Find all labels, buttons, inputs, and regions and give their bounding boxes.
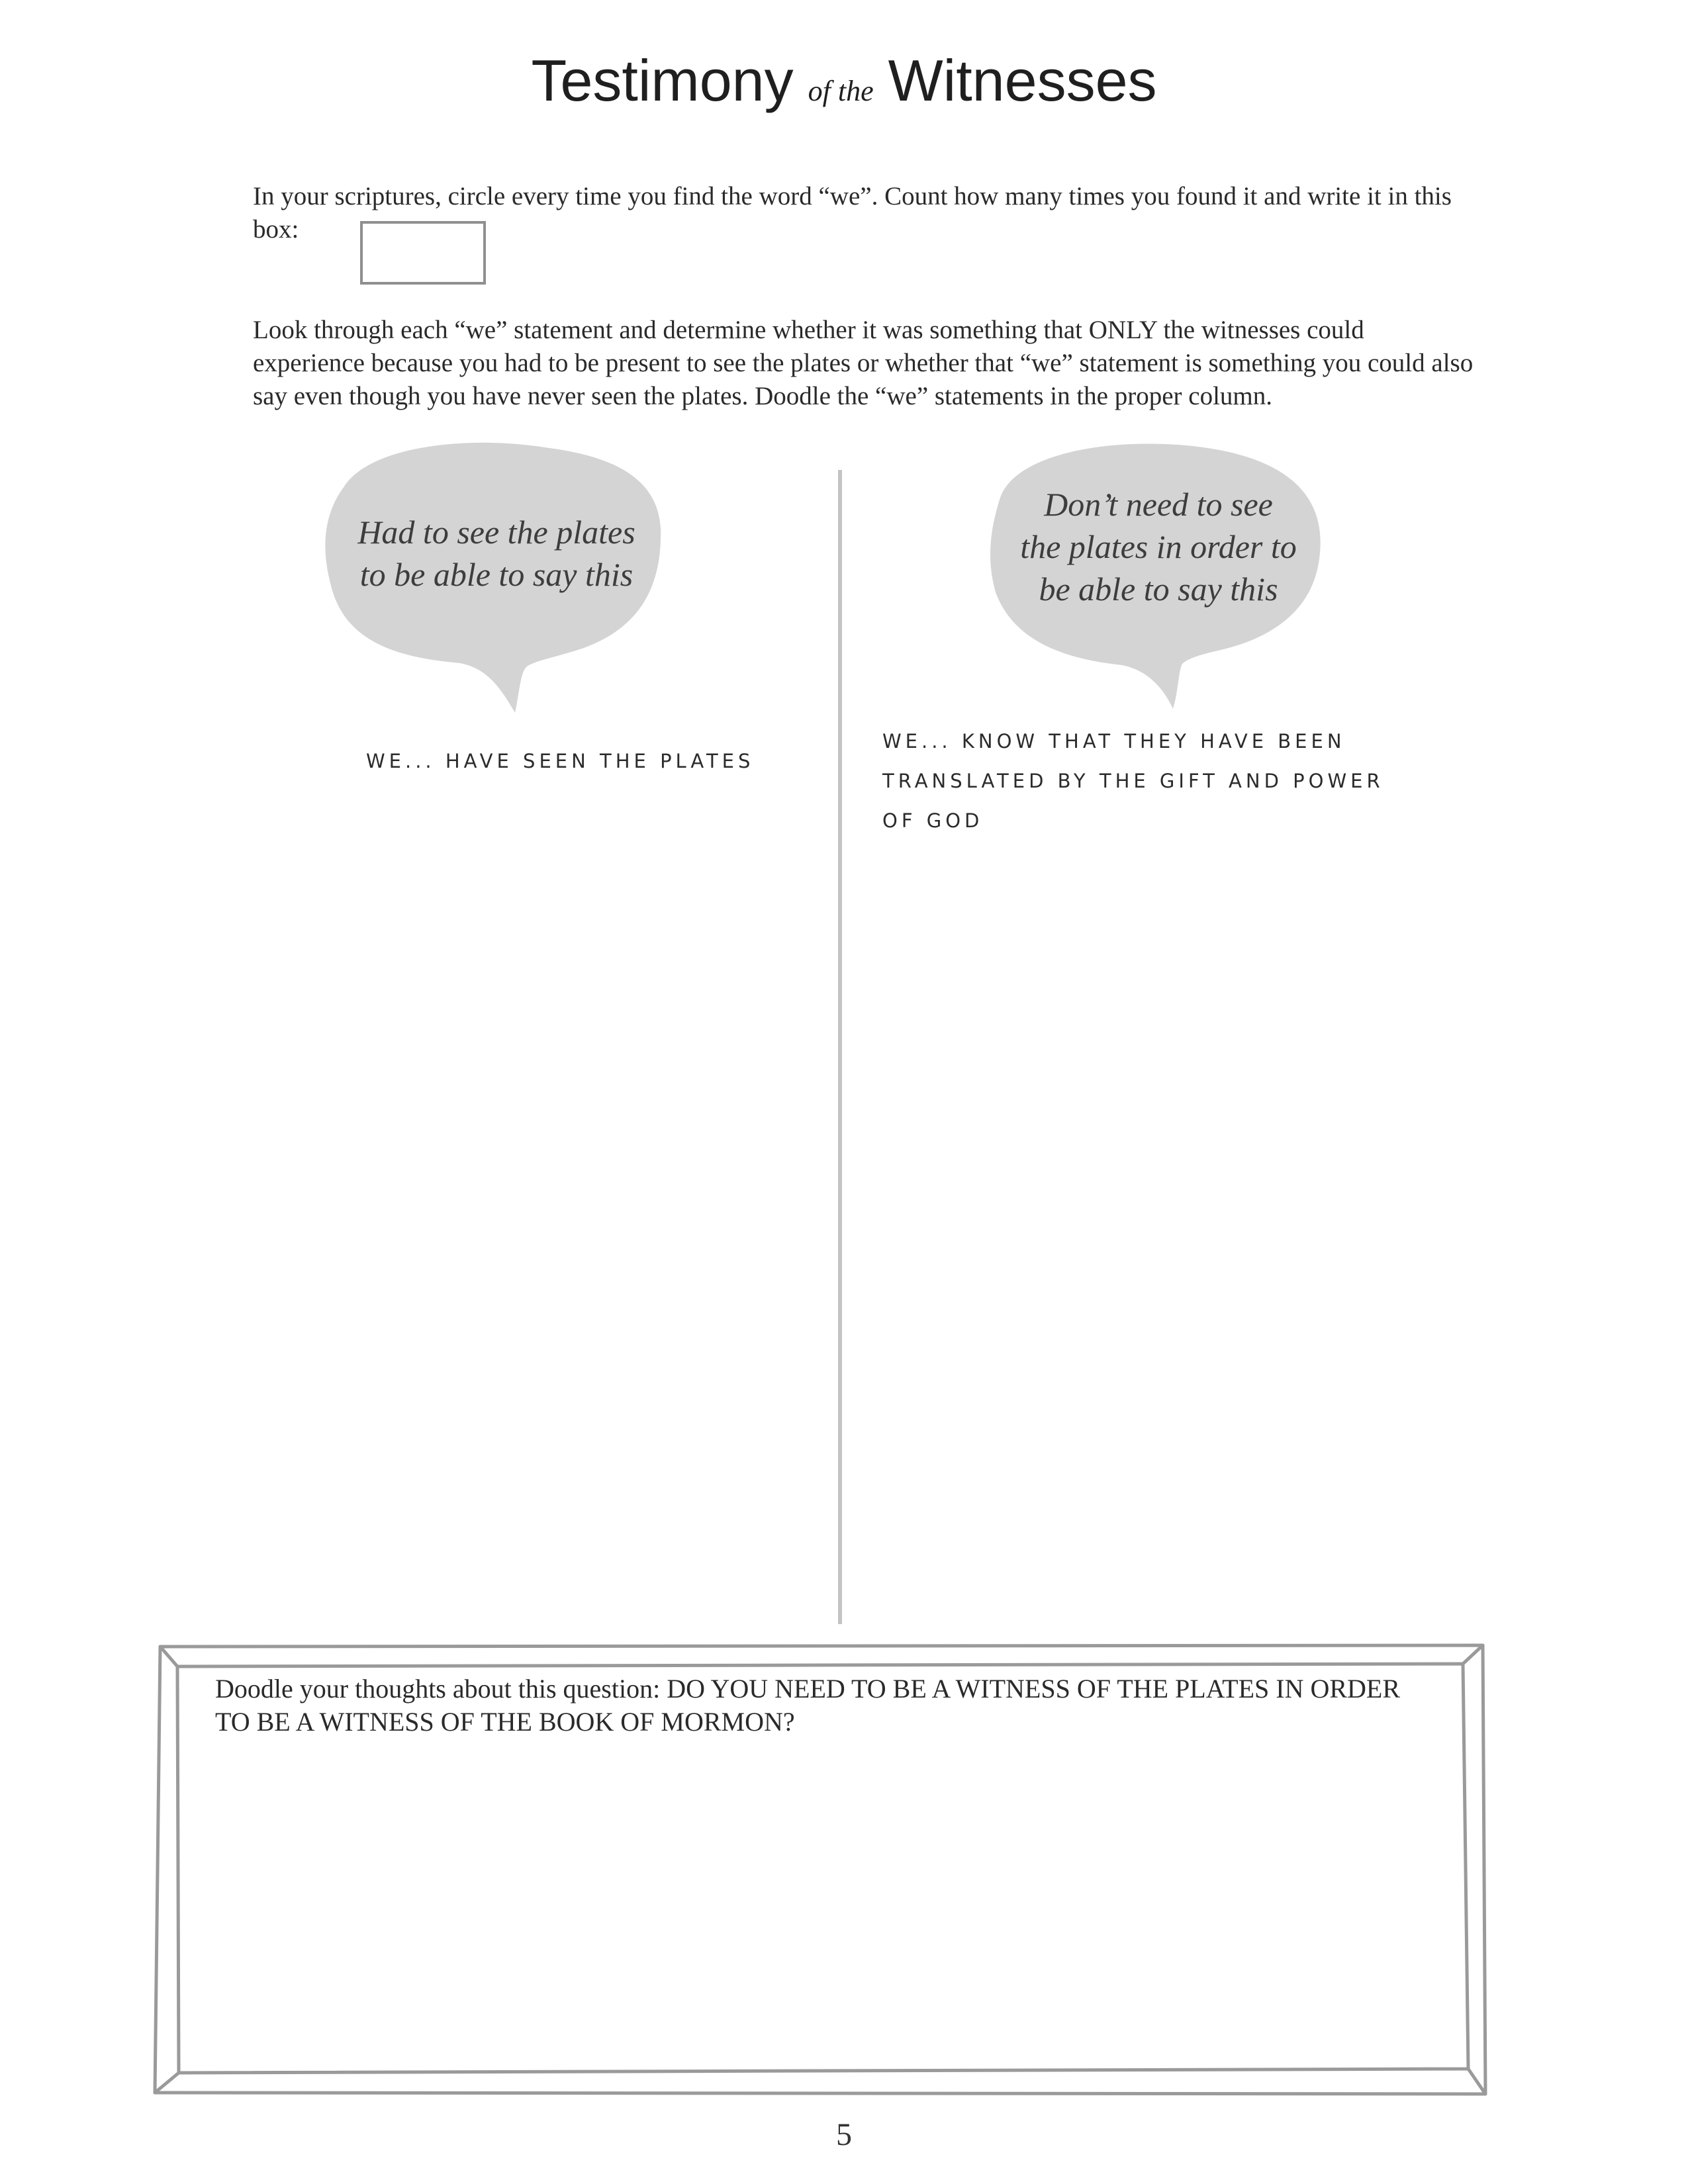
left-bubble-text [338,511,655,596]
left-bubble-line-2: to be able to say this [359,556,633,593]
frame-corner-bottom-left [155,2073,179,2093]
title-word-the: the [837,75,874,107]
right-bubble-line-1: Don’t need to see [1044,486,1273,523]
right-example-line-2: TRANSLATED BY THE GIFT AND POWER [882,770,1384,792]
right-example-statement [882,721,1478,841]
right-example-line-1: WE... KNOW THAT THEY HAVE BEEN [882,730,1346,752]
column-divider [838,470,842,1624]
right-bubble-line-3: be able to say this [1039,570,1278,608]
title-word-witnesses: Witnesses [888,48,1157,113]
left-example-line-1: WE... HAVE SEEN THE PLATES [366,750,755,772]
count-answer-box[interactable] [360,221,486,285]
right-bubble-line-2: the plates in order to [1020,528,1297,565]
title-word-testimony: Testimony [531,48,794,113]
left-bubble-line-1: Had to see the plates [357,514,635,551]
frame-corner-top-left [160,1647,177,1666]
instruction-paragraph-sort: Look through each “we” statement and determine whether it was something that ONLY the witnesses could experience because you had to be present to see the plates or whether that “we” statement is something you could also say even though you have never seen the plates. Doodle the “we” statements in the proper column. [253,316,1474,410]
frame-corner-top-right [1463,1645,1483,1664]
left-example-statement [366,741,829,781]
title-word-of: of [808,75,831,107]
title-word-of-the [808,75,874,107]
page-number: 5 [836,2117,852,2152]
instruction-paragraph-count: In your scriptures, circle every time you find the word “we”. Count how many times you found it and write it in this box: [253,182,1452,244]
right-example-line-3: OF GOD [882,809,984,832]
doodle-prompt: Doodle your thoughts about this question: DO YOU NEED TO BE A WITNESS OF THE PLATES IN ORDER TO BE A WITNESS OF THE BOOK OF MORMON? [215,1674,1401,1737]
right-bubble-text [993,483,1324,610]
page-title [0,48,1688,113]
frame-corner-bottom-right [1468,2069,1485,2094]
